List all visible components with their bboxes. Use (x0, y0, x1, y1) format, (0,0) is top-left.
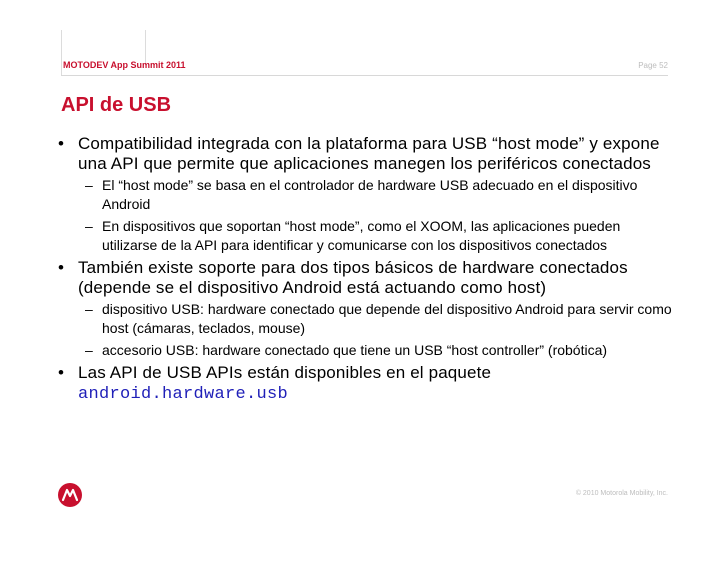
bullet-item (58, 258, 678, 297)
event-name: MOTODEV App Summit 2011 (63, 60, 186, 70)
bullet-text: También existe soporte para dos tipos básicos de hardware conectados (depende se el dispositivo Android está actuando como host) (78, 258, 628, 297)
slide-title: API de USB (61, 94, 172, 116)
header-divider-left (61, 30, 62, 75)
bullet-item (58, 363, 678, 404)
bullet-item (58, 134, 678, 173)
sub-bullet-item (58, 341, 678, 360)
sub-bullet-text: dispositivo USB: hardware conectado que depende del dispositivo Android para servir como host (cámaras, teclados, mouse) (102, 301, 672, 336)
package-name: android.hardware.usb (78, 384, 289, 404)
dash-marker: – (85, 342, 93, 358)
dash-marker: – (85, 177, 93, 193)
copyright-notice: © 2010 Motorola Mobility, Inc. (575, 490, 668, 497)
sub-bullet-item (58, 176, 678, 214)
bullet-marker: • (58, 258, 65, 277)
bullet-list (58, 134, 678, 406)
sub-bullet-item (58, 217, 678, 255)
motorola-logo-icon (58, 483, 82, 507)
header-rule (61, 75, 668, 76)
bullet-marker: • (58, 134, 65, 153)
dash-marker: – (85, 218, 93, 234)
bullet-text: Las API de USB APIs están disponibles en el paquete (78, 363, 492, 382)
bullet-marker: • (58, 363, 65, 382)
sub-bullet-text: El “host mode” se basa en el controlador de hardware USB adecuado en el dispositivo Android (102, 177, 638, 212)
sub-bullet-text: En dispositivos que soportan “host mode”, como el XOOM, las aplicaciones pueden utilizarse de la API para identificar y comunicarse con los dispositivos conectados (102, 218, 621, 253)
sub-bullet-item (58, 300, 678, 338)
sub-bullet-text: accesorio USB: hardware conectado que tiene un USB “host controller” (robótica) (102, 342, 608, 358)
dash-marker: – (85, 301, 93, 317)
page-number: Page 52 (638, 61, 668, 70)
bullet-text: Compatibilidad integrada con la plataforma para USB “host mode” y expone una API que permite que aplicaciones manegen los periféricos conectados (78, 134, 660, 173)
